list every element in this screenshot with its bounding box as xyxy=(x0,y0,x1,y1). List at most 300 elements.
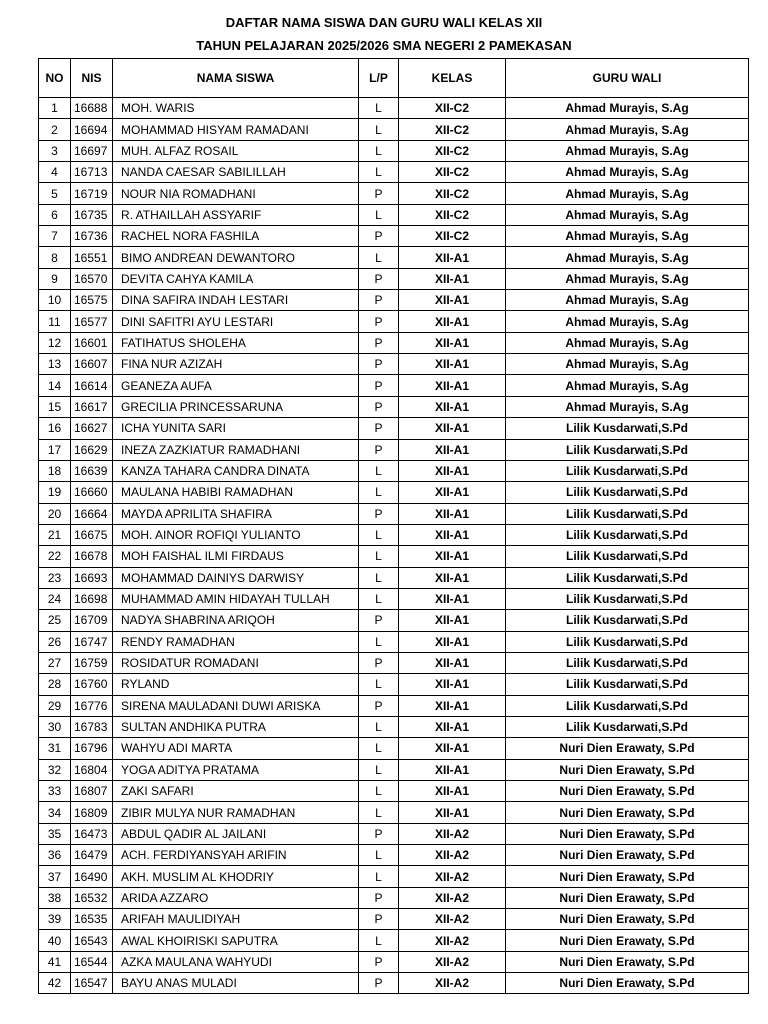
cell-nama-siswa: GRECILIA PRINCESSARUNA xyxy=(113,396,359,417)
cell-nis: 16547 xyxy=(71,973,113,994)
cell-no: 40 xyxy=(39,930,71,951)
table-row xyxy=(39,909,749,930)
header-lp: L/P xyxy=(359,59,399,98)
table-body xyxy=(39,98,749,994)
cell-lp: L xyxy=(359,930,399,951)
cell-kelas: XII-A1 xyxy=(399,503,506,524)
cell-nis: 16570 xyxy=(71,268,113,289)
cell-lp: P xyxy=(359,183,399,204)
cell-nama-siswa: FINA NUR AZIZAH xyxy=(113,354,359,375)
cell-kelas: XII-A2 xyxy=(399,845,506,866)
cell-kelas: XII-A2 xyxy=(399,909,506,930)
cell-lp: P xyxy=(359,610,399,631)
table-row xyxy=(39,610,749,631)
cell-lp: P xyxy=(359,268,399,289)
cell-no: 10 xyxy=(39,290,71,311)
table-row xyxy=(39,588,749,609)
cell-nis: 16629 xyxy=(71,439,113,460)
cell-no: 33 xyxy=(39,781,71,802)
cell-guru-wali: Ahmad Murayis, S.Ag xyxy=(506,140,749,161)
table-row xyxy=(39,140,749,161)
cell-no: 6 xyxy=(39,204,71,225)
cell-nama-siswa: ABDUL QADIR AL JAILANI xyxy=(113,823,359,844)
cell-nama-siswa: MOHAMMAD HISYAM RAMADANI xyxy=(113,119,359,140)
table-row xyxy=(39,375,749,396)
cell-kelas: XII-A1 xyxy=(399,652,506,673)
cell-nis: 16551 xyxy=(71,247,113,268)
cell-nis: 16698 xyxy=(71,588,113,609)
cell-nis: 16719 xyxy=(71,183,113,204)
cell-no: 28 xyxy=(39,674,71,695)
cell-kelas: XII-A1 xyxy=(399,290,506,311)
cell-nama-siswa: ZAKI SAFARI xyxy=(113,781,359,802)
table-row xyxy=(39,503,749,524)
cell-lp: L xyxy=(359,524,399,545)
header-no: NO xyxy=(39,59,71,98)
cell-guru-wali: Lilik Kusdarwati,S.Pd xyxy=(506,567,749,588)
cell-nama-siswa: KANZA TAHARA CANDRA DINATA xyxy=(113,460,359,481)
cell-nis: 16783 xyxy=(71,716,113,737)
cell-nama-siswa: NOUR NIA ROMADHANI xyxy=(113,183,359,204)
cell-nama-siswa: R. ATHAILLAH ASSYARIF xyxy=(113,204,359,225)
header-kelas: KELAS xyxy=(399,59,506,98)
cell-nis: 16697 xyxy=(71,140,113,161)
cell-nama-siswa: MOH FAISHAL ILMI FIRDAUS xyxy=(113,546,359,567)
table-row xyxy=(39,354,749,375)
table-row xyxy=(39,183,749,204)
cell-nis: 16807 xyxy=(71,781,113,802)
cell-kelas: XII-A1 xyxy=(399,546,506,567)
cell-kelas: XII-A1 xyxy=(399,375,506,396)
cell-nis: 16796 xyxy=(71,738,113,759)
cell-nama-siswa: MUHAMMAD AMIN HIDAYAH TULLAH xyxy=(113,588,359,609)
cell-kelas: XII-A1 xyxy=(399,588,506,609)
cell-kelas: XII-A1 xyxy=(399,759,506,780)
cell-lp: L xyxy=(359,162,399,183)
cell-lp: P xyxy=(359,823,399,844)
cell-guru-wali: Lilik Kusdarwati,S.Pd xyxy=(506,588,749,609)
cell-kelas: XII-A1 xyxy=(399,311,506,332)
cell-nama-siswa: BIMO ANDREAN DEWANTORO xyxy=(113,247,359,268)
cell-lp: P xyxy=(359,439,399,460)
table-row xyxy=(39,652,749,673)
cell-nis: 16664 xyxy=(71,503,113,524)
table-row xyxy=(39,332,749,353)
cell-guru-wali: Lilik Kusdarwati,S.Pd xyxy=(506,610,749,631)
cell-nis: 16693 xyxy=(71,567,113,588)
cell-kelas: XII-A1 xyxy=(399,439,506,460)
cell-guru-wali: Lilik Kusdarwati,S.Pd xyxy=(506,482,749,503)
cell-nis: 16607 xyxy=(71,354,113,375)
cell-nis: 16804 xyxy=(71,759,113,780)
cell-lp: P xyxy=(359,652,399,673)
cell-nama-siswa: MAULANA HABIBI RAMADHAN xyxy=(113,482,359,503)
cell-guru-wali: Lilik Kusdarwati,S.Pd xyxy=(506,503,749,524)
cell-nama-siswa: GEANEZA AUFA xyxy=(113,375,359,396)
cell-guru-wali: Ahmad Murayis, S.Ag xyxy=(506,290,749,311)
cell-no: 22 xyxy=(39,546,71,567)
cell-nama-siswa: SIRENA MAULADANI DUWI ARISKA xyxy=(113,695,359,716)
table-row xyxy=(39,887,749,908)
cell-guru-wali: Lilik Kusdarwati,S.Pd xyxy=(506,716,749,737)
cell-nis: 16617 xyxy=(71,396,113,417)
cell-nis: 16688 xyxy=(71,98,113,119)
cell-kelas: XII-C2 xyxy=(399,140,506,161)
table-row xyxy=(39,311,749,332)
cell-lp: P xyxy=(359,290,399,311)
cell-nama-siswa: ZIBIR MULYA NUR RAMADHAN xyxy=(113,802,359,823)
table-row xyxy=(39,418,749,439)
cell-nama-siswa: BAYU ANAS MULADI xyxy=(113,973,359,994)
cell-no: 5 xyxy=(39,183,71,204)
cell-nis: 16614 xyxy=(71,375,113,396)
cell-guru-wali: Lilik Kusdarwati,S.Pd xyxy=(506,460,749,481)
cell-guru-wali: Nuri Dien Erawaty, S.Pd xyxy=(506,930,749,951)
table-row xyxy=(39,973,749,994)
cell-no: 25 xyxy=(39,610,71,631)
cell-no: 20 xyxy=(39,503,71,524)
cell-guru-wali: Nuri Dien Erawaty, S.Pd xyxy=(506,845,749,866)
cell-nis: 16760 xyxy=(71,674,113,695)
cell-kelas: XII-A1 xyxy=(399,738,506,759)
cell-lp: P xyxy=(359,503,399,524)
cell-no: 19 xyxy=(39,482,71,503)
cell-kelas: XII-A1 xyxy=(399,674,506,695)
cell-nama-siswa: MOH. AINOR ROFIQI YULIANTO xyxy=(113,524,359,545)
cell-kelas: XII-A2 xyxy=(399,930,506,951)
cell-lp: L xyxy=(359,866,399,887)
document-title: DAFTAR NAMA SISWA DAN GURU WALI KELAS XII xyxy=(225,15,543,30)
cell-no: 12 xyxy=(39,332,71,353)
cell-nis: 16678 xyxy=(71,546,113,567)
cell-guru-wali: Ahmad Murayis, S.Ag xyxy=(506,396,749,417)
table-row xyxy=(39,98,749,119)
cell-no: 16 xyxy=(39,418,71,439)
cell-lp: L xyxy=(359,140,399,161)
cell-guru-wali: Nuri Dien Erawaty, S.Pd xyxy=(506,951,749,972)
cell-no: 24 xyxy=(39,588,71,609)
cell-nis: 16759 xyxy=(71,652,113,673)
cell-kelas: XII-A1 xyxy=(399,695,506,716)
cell-nama-siswa: YOGA ADITYA PRATAMA xyxy=(113,759,359,780)
cell-kelas: XII-C2 xyxy=(399,119,506,140)
cell-lp: P xyxy=(359,375,399,396)
table-row xyxy=(39,439,749,460)
header-nama-siswa: NAMA SISWA xyxy=(113,59,359,98)
cell-kelas: XII-A2 xyxy=(399,823,506,844)
table-row xyxy=(39,290,749,311)
cell-lp: L xyxy=(359,482,399,503)
cell-guru-wali: Nuri Dien Erawaty, S.Pd xyxy=(506,802,749,823)
cell-nis: 16577 xyxy=(71,311,113,332)
cell-nama-siswa: AZKA MAULANA WAHYUDI xyxy=(113,951,359,972)
cell-lp: P xyxy=(359,887,399,908)
table-row xyxy=(39,674,749,695)
cell-nama-siswa: AKH. MUSLIM AL KHODRIY xyxy=(113,866,359,887)
cell-nama-siswa: MAYDA APRILITA SHAFIRA xyxy=(113,503,359,524)
cell-kelas: XII-C2 xyxy=(399,98,506,119)
header-guru-wali: GURU WALI xyxy=(506,59,749,98)
cell-guru-wali: Lilik Kusdarwati,S.Pd xyxy=(506,524,749,545)
cell-kelas: XII-A1 xyxy=(399,524,506,545)
cell-lp: P xyxy=(359,695,399,716)
cell-guru-wali: Nuri Dien Erawaty, S.Pd xyxy=(506,866,749,887)
table-row xyxy=(39,524,749,545)
cell-nis: 16543 xyxy=(71,930,113,951)
cell-nis: 16479 xyxy=(71,845,113,866)
cell-kelas: XII-A1 xyxy=(399,247,506,268)
student-table xyxy=(38,58,749,994)
cell-no: 17 xyxy=(39,439,71,460)
cell-nis: 16532 xyxy=(71,887,113,908)
cell-nis: 16660 xyxy=(71,482,113,503)
cell-guru-wali: Nuri Dien Erawaty, S.Pd xyxy=(506,909,749,930)
cell-nama-siswa: MOHAMMAD DAINIYS DARWISY xyxy=(113,567,359,588)
table-row xyxy=(39,695,749,716)
table-row xyxy=(39,802,749,823)
cell-guru-wali: Ahmad Murayis, S.Ag xyxy=(506,119,749,140)
cell-nis: 16627 xyxy=(71,418,113,439)
cell-lp: L xyxy=(359,204,399,225)
cell-guru-wali: Lilik Kusdarwati,S.Pd xyxy=(506,439,749,460)
cell-no: 35 xyxy=(39,823,71,844)
cell-kelas: XII-A1 xyxy=(399,460,506,481)
cell-nama-siswa: ARIDA AZZARO xyxy=(113,887,359,908)
cell-no: 2 xyxy=(39,119,71,140)
cell-no: 30 xyxy=(39,716,71,737)
cell-no: 9 xyxy=(39,268,71,289)
cell-no: 13 xyxy=(39,354,71,375)
cell-nama-siswa: MUH. ALFAZ ROSAIL xyxy=(113,140,359,161)
cell-nis: 16736 xyxy=(71,226,113,247)
cell-nis: 16747 xyxy=(71,631,113,652)
cell-lp: P xyxy=(359,418,399,439)
cell-lp: L xyxy=(359,781,399,802)
cell-no: 1 xyxy=(39,98,71,119)
table-row xyxy=(39,546,749,567)
cell-guru-wali: Lilik Kusdarwati,S.Pd xyxy=(506,546,749,567)
cell-kelas: XII-A1 xyxy=(399,716,506,737)
cell-kelas: XII-A1 xyxy=(399,268,506,289)
cell-no: 15 xyxy=(39,396,71,417)
cell-no: 11 xyxy=(39,311,71,332)
table-header-row xyxy=(39,59,749,98)
cell-kelas: XII-A1 xyxy=(399,354,506,375)
cell-guru-wali: Nuri Dien Erawaty, S.Pd xyxy=(506,973,749,994)
cell-guru-wali: Nuri Dien Erawaty, S.Pd xyxy=(506,887,749,908)
table-row xyxy=(39,631,749,652)
cell-no: 21 xyxy=(39,524,71,545)
cell-nis: 16639 xyxy=(71,460,113,481)
cell-no: 39 xyxy=(39,909,71,930)
cell-no: 42 xyxy=(39,973,71,994)
cell-lp: L xyxy=(359,716,399,737)
cell-no: 26 xyxy=(39,631,71,652)
table-row xyxy=(39,396,749,417)
cell-nama-siswa: DINI SAFITRI AYU LESTARI xyxy=(113,311,359,332)
cell-no: 38 xyxy=(39,887,71,908)
cell-lp: P xyxy=(359,973,399,994)
table-row xyxy=(39,930,749,951)
cell-guru-wali: Lilik Kusdarwati,S.Pd xyxy=(506,631,749,652)
cell-guru-wali: Nuri Dien Erawaty, S.Pd xyxy=(506,781,749,802)
cell-nama-siswa: DINA SAFIRA INDAH LESTARI xyxy=(113,290,359,311)
cell-lp: L xyxy=(359,631,399,652)
table-row xyxy=(39,268,749,289)
cell-lp: L xyxy=(359,546,399,567)
cell-kelas: XII-A1 xyxy=(399,802,506,823)
cell-nama-siswa: MOH. WARIS xyxy=(113,98,359,119)
cell-kelas: XII-C2 xyxy=(399,204,506,225)
cell-guru-wali: Ahmad Murayis, S.Ag xyxy=(506,332,749,353)
cell-guru-wali: Nuri Dien Erawaty, S.Pd xyxy=(506,738,749,759)
cell-kelas: XII-A2 xyxy=(399,951,506,972)
cell-nama-siswa: DEVITA CAHYA KAMILA xyxy=(113,268,359,289)
cell-guru-wali: Ahmad Murayis, S.Ag xyxy=(506,375,749,396)
cell-lp: L xyxy=(359,98,399,119)
cell-nis: 16490 xyxy=(71,866,113,887)
cell-kelas: XII-A1 xyxy=(399,396,506,417)
cell-guru-wali: Ahmad Murayis, S.Ag xyxy=(506,204,749,225)
cell-nis: 16473 xyxy=(71,823,113,844)
cell-nama-siswa: AWAL KHOIRISKI SAPUTRA xyxy=(113,930,359,951)
table-row xyxy=(39,460,749,481)
cell-lp: L xyxy=(359,460,399,481)
table-row xyxy=(39,951,749,972)
table-row xyxy=(39,226,749,247)
cell-no: 8 xyxy=(39,247,71,268)
cell-no: 27 xyxy=(39,652,71,673)
cell-no: 41 xyxy=(39,951,71,972)
cell-nis: 16544 xyxy=(71,951,113,972)
cell-kelas: XII-A1 xyxy=(399,567,506,588)
cell-kelas: XII-A1 xyxy=(399,781,506,802)
cell-nama-siswa: ARIFAH MAULIDIYAH xyxy=(113,909,359,930)
cell-guru-wali: Ahmad Murayis, S.Ag xyxy=(506,162,749,183)
table-row xyxy=(39,781,749,802)
cell-no: 36 xyxy=(39,845,71,866)
table-row xyxy=(39,162,749,183)
cell-guru-wali: Ahmad Murayis, S.Ag xyxy=(506,226,749,247)
table-row xyxy=(39,567,749,588)
header-nis: NIS xyxy=(71,59,113,98)
cell-kelas: XII-A1 xyxy=(399,610,506,631)
cell-no: 4 xyxy=(39,162,71,183)
cell-kelas: XII-A2 xyxy=(399,973,506,994)
cell-nis: 16809 xyxy=(71,802,113,823)
cell-lp: L xyxy=(359,567,399,588)
cell-nama-siswa: WAHYU ADI MARTA xyxy=(113,738,359,759)
cell-guru-wali: Nuri Dien Erawaty, S.Pd xyxy=(506,823,749,844)
cell-nama-siswa: SULTAN ANDHIKA PUTRA xyxy=(113,716,359,737)
cell-no: 31 xyxy=(39,738,71,759)
cell-nis: 16535 xyxy=(71,909,113,930)
cell-lp: P xyxy=(359,332,399,353)
cell-lp: L xyxy=(359,845,399,866)
cell-nis: 16735 xyxy=(71,204,113,225)
table-row xyxy=(39,204,749,225)
cell-nis: 16575 xyxy=(71,290,113,311)
cell-guru-wali: Ahmad Murayis, S.Ag xyxy=(506,183,749,204)
cell-nama-siswa: FATIHATUS SHOLEHA xyxy=(113,332,359,353)
cell-nis: 16694 xyxy=(71,119,113,140)
cell-nama-siswa: ICHA YUNITA SARI xyxy=(113,418,359,439)
table-row xyxy=(39,738,749,759)
cell-nis: 16601 xyxy=(71,332,113,353)
cell-nama-siswa: RENDY RAMADHAN xyxy=(113,631,359,652)
cell-nama-siswa: RYLAND xyxy=(113,674,359,695)
cell-lp: P xyxy=(359,226,399,247)
cell-guru-wali: Nuri Dien Erawaty, S.Pd xyxy=(506,759,749,780)
table-row xyxy=(39,119,749,140)
cell-no: 3 xyxy=(39,140,71,161)
cell-lp: P xyxy=(359,311,399,332)
cell-guru-wali: Ahmad Murayis, S.Ag xyxy=(506,311,749,332)
table-row xyxy=(39,247,749,268)
cell-guru-wali: Lilik Kusdarwati,S.Pd xyxy=(506,695,749,716)
cell-lp: L xyxy=(359,759,399,780)
cell-kelas: XII-C2 xyxy=(399,183,506,204)
cell-no: 23 xyxy=(39,567,71,588)
cell-nis: 16675 xyxy=(71,524,113,545)
cell-lp: L xyxy=(359,247,399,268)
cell-no: 14 xyxy=(39,375,71,396)
cell-nis: 16709 xyxy=(71,610,113,631)
cell-no: 29 xyxy=(39,695,71,716)
table-row xyxy=(39,759,749,780)
cell-kelas: XII-A1 xyxy=(399,631,506,652)
cell-nama-siswa: NANDA CAESAR SABILILLAH xyxy=(113,162,359,183)
cell-guru-wali: Lilik Kusdarwati,S.Pd xyxy=(506,674,749,695)
cell-kelas: XII-A1 xyxy=(399,332,506,353)
table-row xyxy=(39,482,749,503)
cell-guru-wali: Ahmad Murayis, S.Ag xyxy=(506,268,749,289)
cell-guru-wali: Lilik Kusdarwati,S.Pd xyxy=(506,418,749,439)
cell-nama-siswa: ROSIDATUR ROMADANI xyxy=(113,652,359,673)
table-row xyxy=(39,866,749,887)
cell-lp: L xyxy=(359,674,399,695)
cell-nama-siswa: NADYA SHABRINA ARIQOH xyxy=(113,610,359,631)
cell-lp: L xyxy=(359,119,399,140)
cell-kelas: XII-A2 xyxy=(399,887,506,908)
cell-guru-wali: Ahmad Murayis, S.Ag xyxy=(506,354,749,375)
cell-lp: P xyxy=(359,951,399,972)
cell-no: 18 xyxy=(39,460,71,481)
cell-nis: 16713 xyxy=(71,162,113,183)
cell-kelas: XII-A1 xyxy=(399,418,506,439)
table-row xyxy=(39,716,749,737)
cell-lp: L xyxy=(359,588,399,609)
document-subtitle: TAHUN PELAJARAN 2025/2026 SMA NEGERI 2 PAMEKASAN xyxy=(196,38,572,53)
cell-kelas: XII-A2 xyxy=(399,866,506,887)
cell-lp: L xyxy=(359,738,399,759)
cell-nis: 16776 xyxy=(71,695,113,716)
cell-guru-wali: Ahmad Murayis, S.Ag xyxy=(506,247,749,268)
cell-lp: P xyxy=(359,396,399,417)
cell-lp: P xyxy=(359,909,399,930)
cell-kelas: XII-C2 xyxy=(399,162,506,183)
cell-no: 37 xyxy=(39,866,71,887)
cell-guru-wali: Ahmad Murayis, S.Ag xyxy=(506,98,749,119)
cell-nama-siswa: ACH. FERDIYANSYAH ARIFIN xyxy=(113,845,359,866)
cell-lp: P xyxy=(359,354,399,375)
cell-no: 7 xyxy=(39,226,71,247)
table-row xyxy=(39,823,749,844)
table-row xyxy=(39,845,749,866)
cell-lp: L xyxy=(359,802,399,823)
cell-no: 32 xyxy=(39,759,71,780)
cell-nama-siswa: RACHEL NORA FASHILA xyxy=(113,226,359,247)
